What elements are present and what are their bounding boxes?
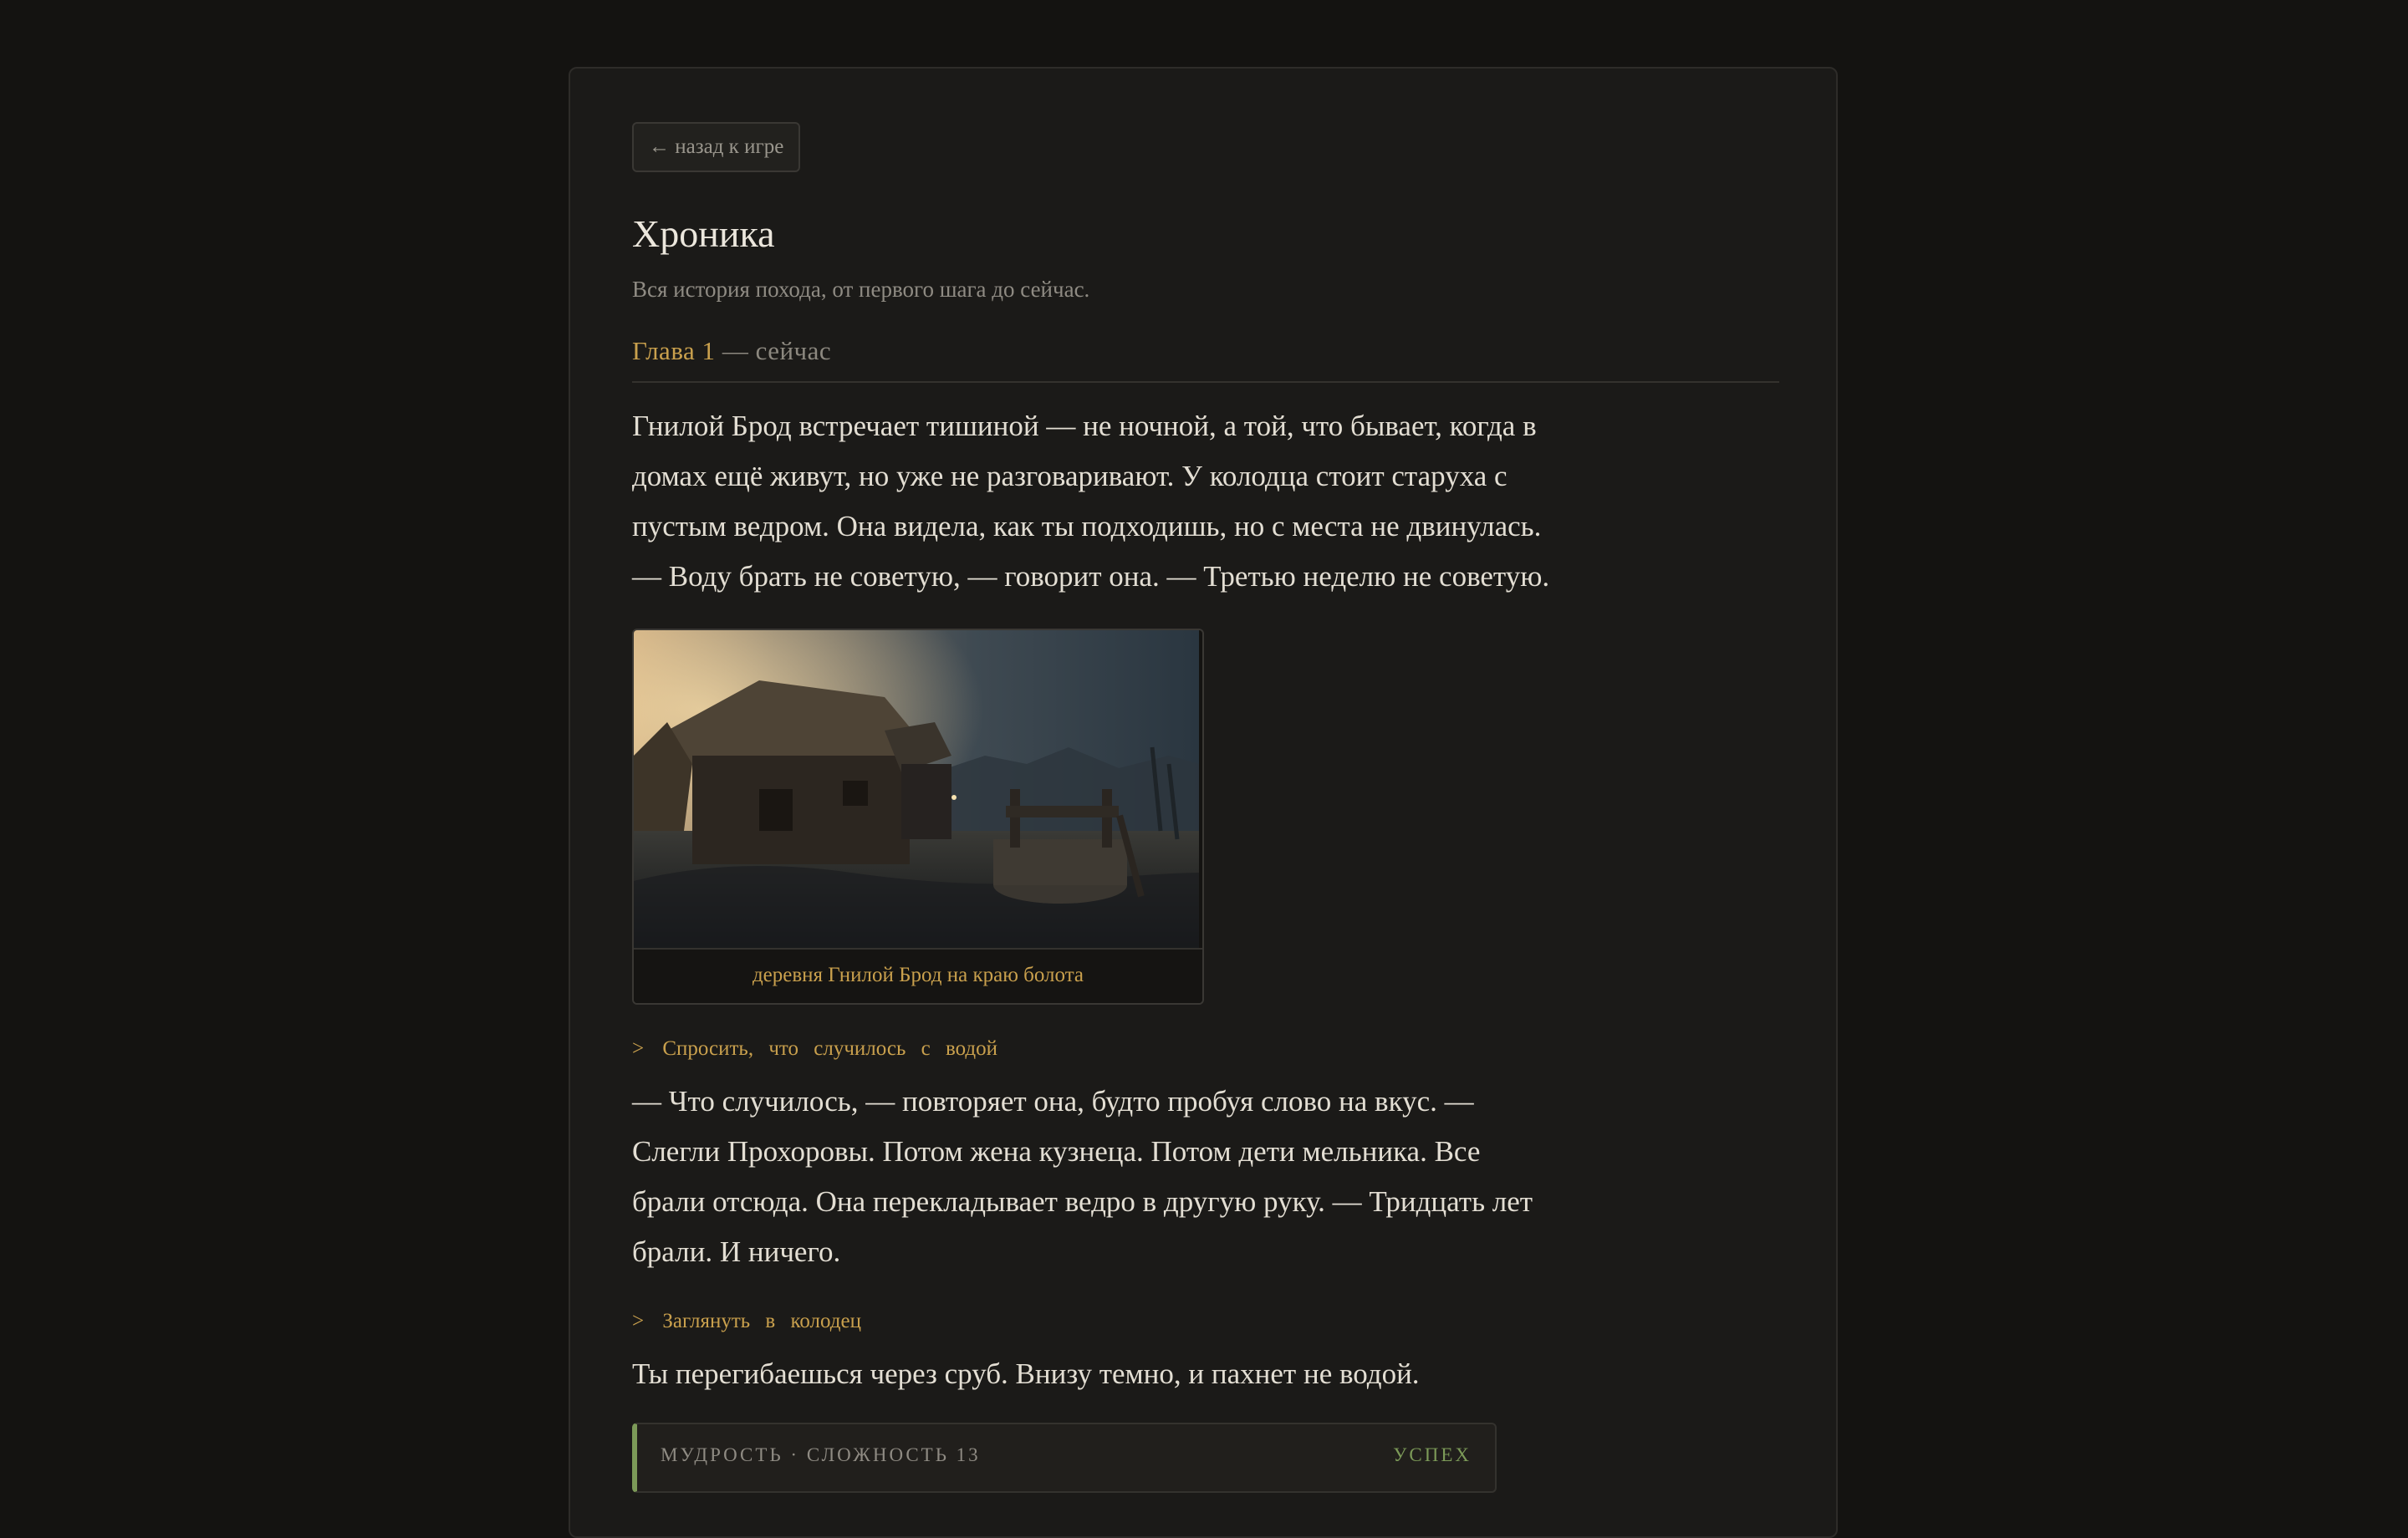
skill-check-card	[632, 1423, 1497, 1493]
choice-text: Спросить, что случилось с водой	[662, 1037, 997, 1060]
story-line: Слегли Прохоровы. Потом жена кузнеца. Потом дети мельника. Все	[632, 1135, 1481, 1168]
story-answer	[632, 1077, 1619, 1277]
image-caption: деревня Гнилой Брод на краю болота	[634, 948, 1202, 1003]
story-intro	[632, 401, 1619, 602]
chapter-heading	[632, 336, 1779, 383]
choice-marker: >	[632, 1037, 645, 1060]
choice-text: Заглянуть в колодец	[662, 1310, 861, 1332]
story-line: домах ещё живут, но уже не разговаривают. У колодца стоит старуха с	[632, 460, 1508, 492]
skill-check-result: УСПЕХ	[1393, 1444, 1472, 1465]
chapter-time: — сейчас	[715, 336, 832, 365]
player-choice	[632, 1036, 1779, 1062]
skill-check-label: МУДРОСТЬ · СЛОЖНОСТЬ 13	[661, 1444, 981, 1465]
page-subtitle: Вся история похода, от первого шага до сейчас.	[632, 277, 1090, 302]
story-line: брали отсюда. Она перекладывает ведро в другую руку. — Тридцать лет	[632, 1185, 1533, 1218]
story-line: — Что случилось, — повторяет она, будто пробуя слово на вкус. —	[632, 1085, 1474, 1118]
story-line: Гнилой Брод встречает тишиной — не ночной, а той, что бывает, когда в	[632, 410, 1537, 442]
village-scene-image	[634, 630, 1199, 948]
story-line: брали. И ничего.	[632, 1235, 841, 1268]
story-line: пустым ведром. Она видела, как ты подходишь, но с места не двинулась.	[632, 510, 1542, 542]
chronicle-panel	[569, 67, 1838, 1538]
chapter-number: Глава 1	[632, 336, 716, 365]
story-line: Ты перегибаешься через сруб. Внизу темно, и пахнет не водой.	[632, 1357, 1420, 1390]
page-title: Хроника	[632, 212, 775, 255]
scene-figure	[632, 629, 1204, 1005]
story-well	[632, 1349, 1619, 1399]
story-line: — Воду брать не советую, — говорит она. — Третью неделю не советую.	[632, 560, 1550, 593]
back-to-game-button[interactable]: ← назад к игре	[632, 122, 800, 172]
choice-marker: >	[632, 1310, 645, 1332]
chronicle-content	[632, 122, 1779, 1493]
player-choice	[632, 1309, 1779, 1334]
